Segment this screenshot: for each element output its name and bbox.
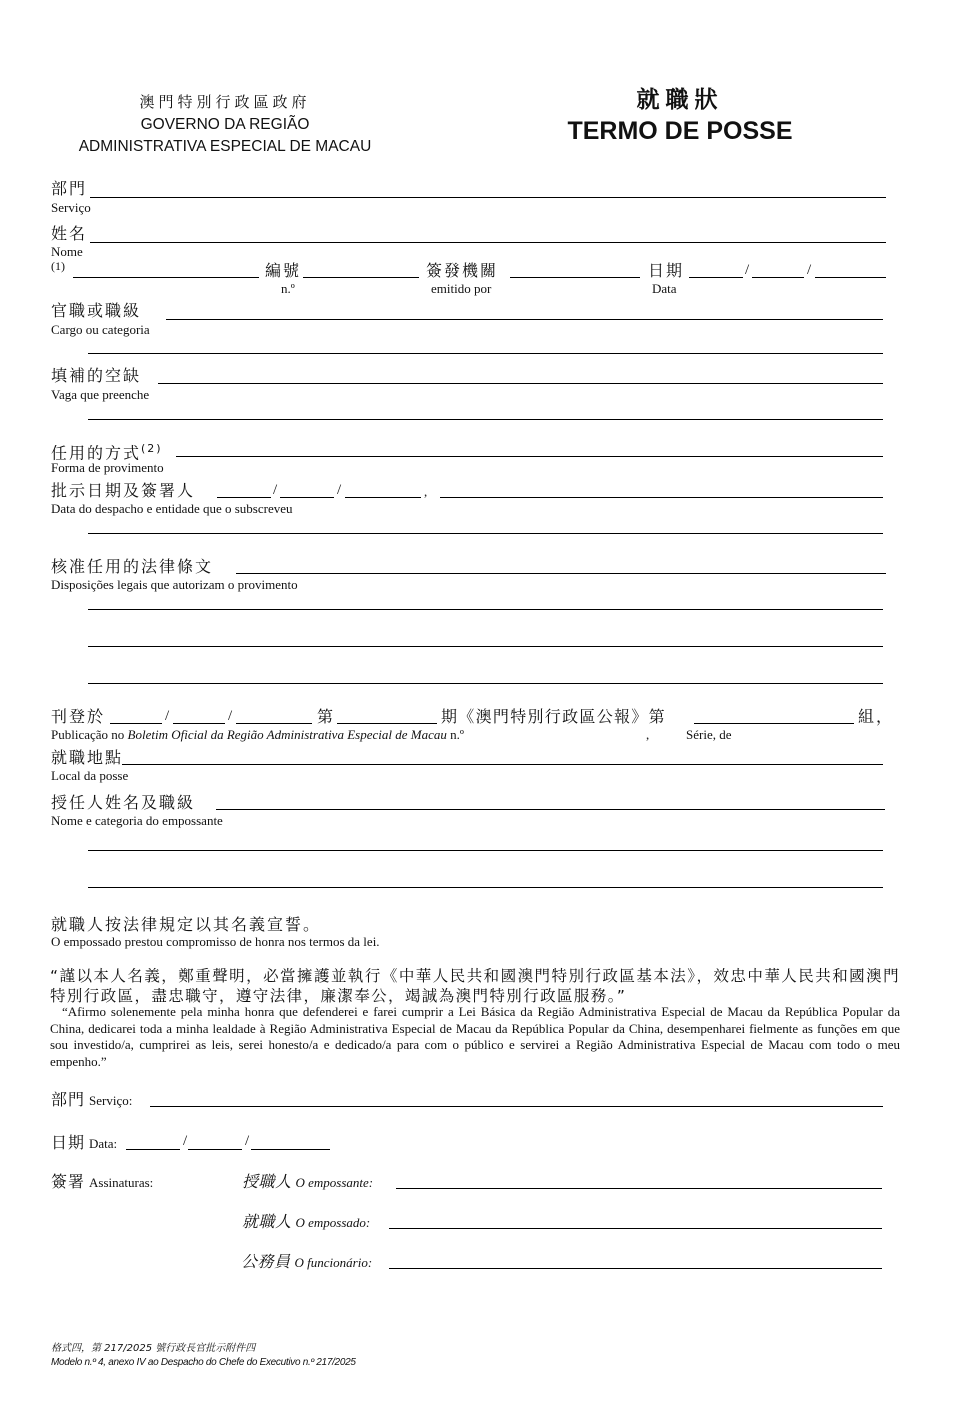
appointment-method-label-pt: Forma de provimento [51,460,164,475]
appointer-field-line3[interactable] [88,870,883,888]
appointment-method-label-zh: 任用的方式$^{(2)}$ [51,442,163,463]
date-separator: / [165,708,170,724]
publication-date-month-field[interactable] [173,706,225,724]
oath-text-pt: “Afirmo solenemente pela minha honra que defenderei e farei cumprir a Lei Básica da Região Administrativa Especial de Macau da República Popular da China, dedicarei toda a minha lealdade à Região Administrativa Especial de Macau da República Popular da China, desempenharei fielmente as funções em que sou investido/a, cumprirei as leis, serei honesto/a e dedicado/a para com o público e servirei a Região Administrativa Especial de Macau com todo o meu empenho.” [50,1004,900,1069]
appointer-field-line2[interactable] [88,833,883,851]
title-zh: 就職狀 [636,87,724,113]
signatures-label: 簽署 Assinaturas: [51,1172,154,1191]
venue-label-zh: 就職地點 [51,748,124,767]
signature-appointer-field[interactable] [396,1171,882,1189]
date-separator: / [807,262,812,278]
appointer-field[interactable] [216,792,885,810]
footer-service-field[interactable] [150,1089,883,1107]
id-date-month-field[interactable] [752,260,804,278]
id-date-label-pt: Data [652,281,677,296]
appointer-label-zh: 授任人姓名及職級 [51,793,196,812]
vacancy-label-pt: Vaga que preenche [51,387,150,402]
footer-date-label: 日期 Data: [51,1133,118,1152]
date-separator: / [273,482,278,498]
issued-by-label-zh: 簽發機關 [426,261,499,280]
dispatch-date-year-field[interactable] [345,480,421,498]
id-number-label-pt: n.º [281,281,295,296]
dispatch-label-pt: Data do despacho e entidade que o subscreveu [51,501,293,516]
publication-series-pt: Série, de [686,727,732,742]
comma: , [424,484,428,499]
date-separator: / [745,262,750,278]
vacancy-label-zh: 填補的空缺 [51,366,142,385]
signature-appointee-field[interactable] [389,1211,882,1229]
id-date-day-field[interactable] [689,260,743,278]
legal-provisions-field-line3[interactable] [88,629,883,647]
legal-provisions-field-line4[interactable] [88,666,883,684]
oath-intro-pt: O empossado prestou compromisso de honra nos termos da lei. [51,934,380,949]
position-label-zh: 官職或職級 [51,301,142,320]
signature-appointer-label: 授職人 O empossante: [242,1172,374,1191]
dispatch-signatory-field[interactable] [440,480,883,498]
dispatch-label-zh: 批示日期及簽署人 [51,481,196,500]
service-field[interactable] [90,180,886,198]
publication-di-zh: 第 [317,707,336,726]
signature-official-label: 公務員 O funcionário: [241,1252,373,1271]
vacancy-field[interactable] [158,366,883,384]
name-footnote-ref: (1) [51,259,65,273]
footer-date-day-field[interactable] [126,1132,180,1150]
bulletin-number-field[interactable] [337,706,437,724]
publication-issue-zh: 期《澳門特別行政區公報》第 [441,707,666,726]
venue-label-pt: Local da posse [51,768,129,783]
publication-date-day-field[interactable] [110,706,162,724]
position-field[interactable] [166,302,883,320]
id-number-label-zh: 編號 [265,261,302,280]
bulletin-name: Boletim Oficial da Região Administrativa Especial de Macau [127,727,447,742]
signature-appointee-label: 就職人 O empossado: [242,1212,371,1231]
publication-group-zh: 組， [858,707,895,726]
footer-date-year-field[interactable] [251,1132,330,1150]
name-label-zh: 姓名 [51,224,88,243]
oath-intro-zh: 就職人按法律規定以其名義宣誓。 [51,915,322,934]
form-reference-zh: 格式四，第 217/2025 號行政長官批示附件四 [51,1343,256,1354]
government-name-pt-line2: ADMINISTRATIVA ESPECIAL DE MACAU [78,138,372,155]
vacancy-field-line2[interactable] [88,402,883,420]
appointment-method-field[interactable] [176,439,883,457]
footer-service-label: 部門 Serviço: [51,1090,133,1109]
position-field-line2[interactable] [88,336,883,354]
title-pt: TERMO DE POSSE [567,117,793,145]
dispatch-signatory-field-line2[interactable] [88,516,883,534]
government-name-pt-line1: GOVERNO DA REGIÃO [140,116,310,133]
id-number-field[interactable] [303,260,419,278]
legal-provisions-label-zh: 核准任用的法律條文 [51,557,214,576]
id-date-year-field[interactable] [815,260,886,278]
dispatch-date-month-field[interactable] [280,480,334,498]
id-doc-field[interactable] [73,260,259,278]
footnote-ref-2: (2) [141,442,163,455]
government-name-zh: 澳門特別行政區政府 [139,93,311,111]
bulletin-series-field[interactable] [694,706,854,724]
venue-field[interactable] [122,747,883,765]
dispatch-date-day-field[interactable] [217,480,271,498]
legal-provisions-field[interactable] [236,556,886,574]
id-date-label-zh: 日期 [648,261,685,280]
service-label-pt: Serviço [51,200,91,215]
legal-provisions-label-pt: Disposições legais que autorizam o provimento [51,577,298,592]
name-field[interactable] [90,225,886,243]
oath-text-zh: “謹以本人名義，鄭重聲明，必當擁護並執行《中華人民共和國澳門特別行政區基本法》，效忠中華人民共和國澳門特別行政區，盡忠職守，遵守法律，廉潔奉公，竭誠為澳門特別行政區服務。” [50,967,900,1005]
form-reference [51,1342,356,1370]
name-label-pt: Nome [51,244,83,259]
form-reference-pt: Modelo n.º 4, anexo IV ao Despacho do Chefe do Executivo n.º 217/2025 [51,1357,356,1368]
publication-label-zh: 刊登於 [51,707,106,726]
date-separator: / [337,482,342,498]
service-label-zh: 部門 [51,179,88,198]
publication-date-year-field[interactable] [236,706,312,724]
issued-by-field[interactable] [510,260,640,278]
date-separator: / [183,1133,188,1149]
date-separator: / [245,1133,250,1149]
footer-date-month-field[interactable] [188,1132,242,1150]
publication-comma-pt: , [646,727,650,742]
signature-official-field[interactable] [389,1251,882,1269]
legal-provisions-field-line2[interactable] [88,592,883,610]
position-label-pt: Cargo ou categoria [51,322,150,337]
date-separator: / [228,708,233,724]
issued-by-label-pt: emitido por [431,281,492,296]
document-title [540,86,820,146]
appointer-label-pt: Nome e categoria do empossante [51,813,223,828]
publication-label-pt: Publicação no Boletim Oficial da Região Administrativa Especial de Macau n.º [51,727,464,742]
government-header [55,93,395,158]
